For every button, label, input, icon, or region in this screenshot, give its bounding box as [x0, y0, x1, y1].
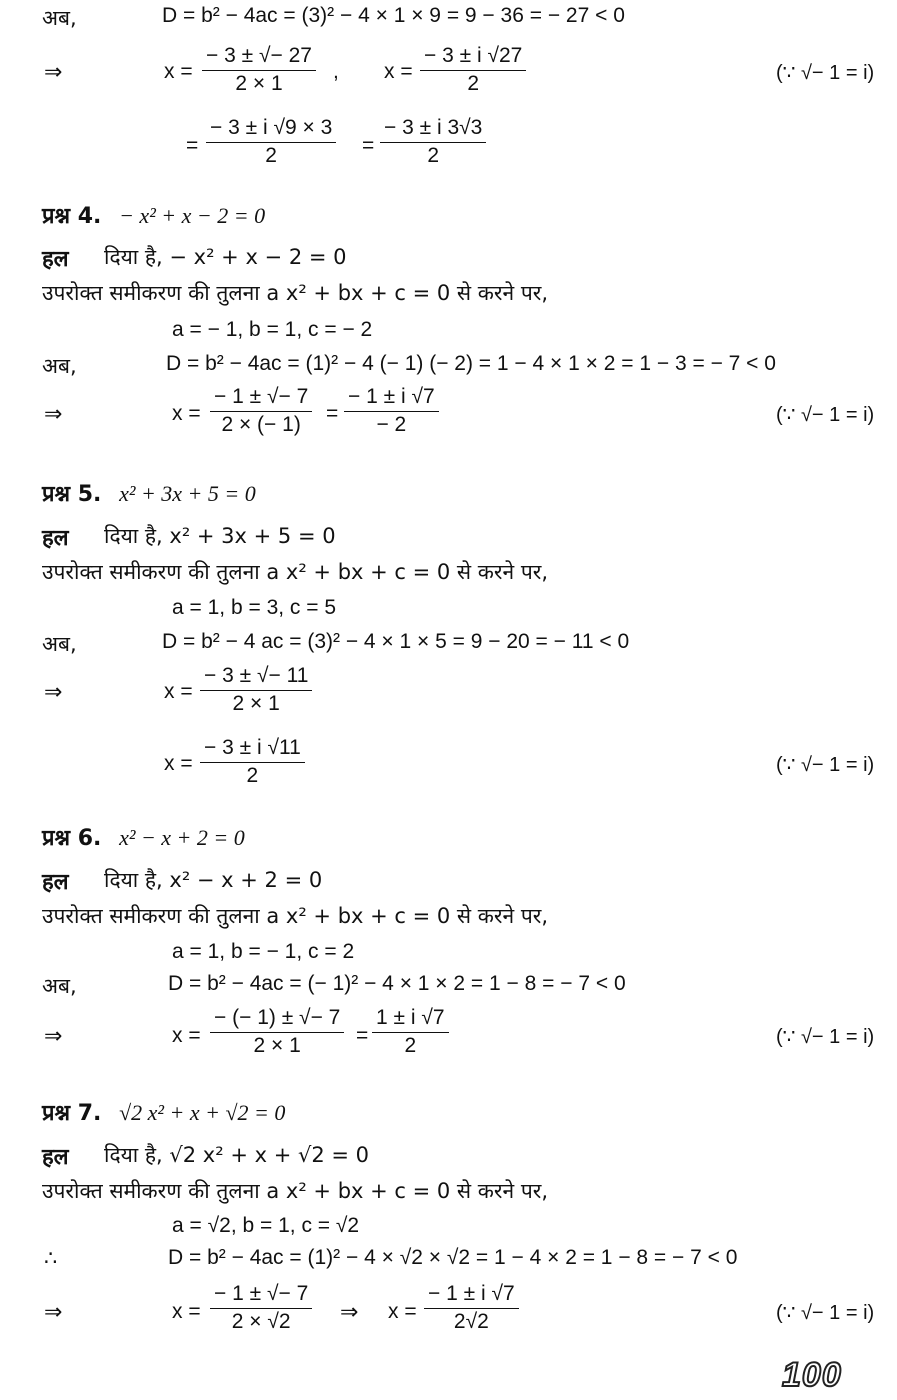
coefficients-line: a = √2, b = 1, c = √2 [172, 1214, 360, 1237]
question-label: प्रश्न 4. [42, 204, 102, 229]
question-expr: x² − x + 2 = 0 [119, 825, 245, 850]
note-iota: (∵ √− 1 = i) [776, 404, 875, 426]
coefficients-line: a = 1, b = 3, c = 5 [172, 596, 337, 619]
numerator: − 3 ± i √27 [420, 44, 526, 71]
solution-label: हल [42, 1145, 69, 1170]
fraction [210, 1006, 344, 1058]
numerator: − 1 ± i √7 [424, 1282, 519, 1309]
denominator: − 2 [376, 413, 407, 436]
question-5-heading [42, 478, 256, 508]
compare-line: उपरोक्त समीकरण की तुलना a x² + bx + c = 0 से करने पर, [42, 904, 549, 928]
fraction [420, 44, 526, 96]
x-lhs: x = [164, 752, 193, 775]
fraction [210, 385, 312, 437]
denominator: 2 [427, 144, 440, 167]
discriminant-expr: D = b² − 4 ac = (3)² − 4 × 1 × 5 = 9 − 20 = − 11 < 0 [162, 630, 630, 653]
denominator: 2 [467, 72, 480, 95]
question-label: प्रश्न 6. [42, 826, 102, 851]
coefficients-line: a = − 1, b = 1, c = − 2 [172, 318, 373, 341]
numerator: 1 ± i √7 [372, 1006, 449, 1033]
numerator: − 3 ± i 3√3 [380, 116, 486, 143]
x-lhs: x = [164, 60, 193, 83]
discriminant-expr: D = b² − 4ac = (1)² − 4 (− 1) (− 2) = 1 − 4 × 1 × 2 = 1 − 3 = − 7 < 0 [166, 352, 776, 375]
question-expr: x² + 3x + 5 = 0 [119, 481, 256, 506]
given-line: दिया है, √2 x² + x + √2 = 0 [104, 1143, 370, 1167]
denominator: 2 × 1 [235, 72, 283, 95]
implies-arrow: ⇒ [340, 1300, 359, 1325]
numerator: − 3 ± i √11 [200, 736, 305, 763]
fraction [210, 1282, 312, 1334]
numerator: − 1 ± √− 7 [210, 1282, 312, 1309]
implies-arrow: ⇒ [44, 1300, 63, 1325]
note-iota: (∵ √− 1 = i) [776, 62, 875, 84]
equals-sign: = [362, 134, 375, 157]
ab-label: अब, [42, 632, 77, 656]
compare-line: उपरोक्त समीकरण की तुलना a x² + bx + c = 0 से करने पर, [42, 1179, 549, 1203]
ab-label: अब, [42, 6, 77, 30]
question-expr: √2 x² + x + √2 = 0 [119, 1100, 286, 1125]
x-lhs: x = [388, 1300, 417, 1323]
x-lhs: x = [172, 1024, 201, 1047]
note-iota: (∵ √− 1 = i) [776, 1302, 875, 1324]
x-lhs: x = [172, 1300, 201, 1323]
fraction [206, 116, 336, 168]
numerator: − 3 ± i √9 × 3 [206, 116, 336, 143]
implies-arrow: ⇒ [44, 60, 63, 85]
comma: , [333, 60, 339, 83]
solution-label: हल [42, 870, 69, 895]
question-label: प्रश्न 7. [42, 1101, 102, 1126]
fraction [424, 1282, 519, 1334]
therefore-symbol: ∴ [44, 1246, 58, 1270]
x-lhs: x = [172, 402, 201, 425]
question-expr: − x² + x − 2 = 0 [119, 203, 266, 228]
given-line: दिया है, x² − x + 2 = 0 [104, 868, 323, 892]
implies-arrow: ⇒ [44, 402, 63, 427]
note-iota: (∵ √− 1 = i) [776, 754, 875, 776]
ab-label: अब, [42, 354, 77, 378]
denominator: 2 [246, 764, 259, 787]
given-line: दिया है, x² + 3x + 5 = 0 [104, 524, 336, 548]
fraction [200, 736, 305, 788]
compare-line: उपरोक्त समीकरण की तुलना a x² + bx + c = 0 से करने पर, [42, 560, 549, 584]
implies-arrow: ⇒ [44, 680, 63, 705]
numerator: − 1 ± i √7 [344, 385, 439, 412]
denominator: 2 × (− 1) [221, 413, 301, 436]
solution-label: हल [42, 526, 69, 551]
implies-arrow: ⇒ [44, 1024, 63, 1049]
coefficients-line: a = 1, b = − 1, c = 2 [172, 940, 355, 963]
denominator: 2 [265, 144, 277, 167]
fraction [380, 116, 486, 168]
fraction [200, 664, 312, 716]
numerator: − 1 ± √− 7 [210, 385, 312, 412]
given-line: दिया है, − x² + x − 2 = 0 [104, 245, 347, 269]
fraction [372, 1006, 449, 1058]
denominator: 2√2 [453, 1310, 489, 1333]
numerator: − 3 ± √− 11 [200, 664, 312, 691]
denominator: 2 × 1 [253, 1034, 301, 1057]
question-6-heading [42, 822, 245, 852]
denominator: 2 × 1 [232, 692, 280, 715]
numerator: − (− 1) ± √− 7 [210, 1006, 344, 1033]
numerator: − 3 ± √− 27 [202, 44, 316, 71]
solution-label: हल [42, 247, 69, 272]
equals-sign: = [356, 1024, 369, 1047]
equals-sign: = [326, 402, 339, 425]
ab-label: अब, [42, 974, 77, 998]
question-4-heading [42, 200, 265, 230]
fraction [344, 385, 439, 437]
question-7-heading [42, 1097, 285, 1127]
denominator: 2 × √2 [231, 1310, 291, 1333]
note-iota: (∵ √− 1 = i) [776, 1026, 875, 1048]
discriminant-expr: D = b² − 4ac = (1)² − 4 × √2 × √2 = 1 − 4 × 2 = 1 − 8 = − 7 < 0 [168, 1246, 738, 1269]
question-label: प्रश्न 5. [42, 482, 102, 507]
discriminant-expr: D = b² − 4ac = (− 1)² − 4 × 1 × 2 = 1 − 8 = − 7 < 0 [168, 972, 626, 995]
compare-line: उपरोक्त समीकरण की तुलना a x² + bx + c = 0 से करने पर, [42, 281, 549, 305]
fraction [202, 44, 316, 96]
equals-sign: = [186, 134, 199, 157]
x-lhs: x = [384, 60, 413, 83]
discriminant-expr: D = b² − 4ac = (3)² − 4 × 1 × 9 = 9 − 36 = − 27 < 0 [162, 4, 625, 27]
page-number: 100 [782, 1356, 842, 1394]
x-lhs: x = [164, 680, 193, 703]
denominator: 2 [404, 1034, 417, 1057]
